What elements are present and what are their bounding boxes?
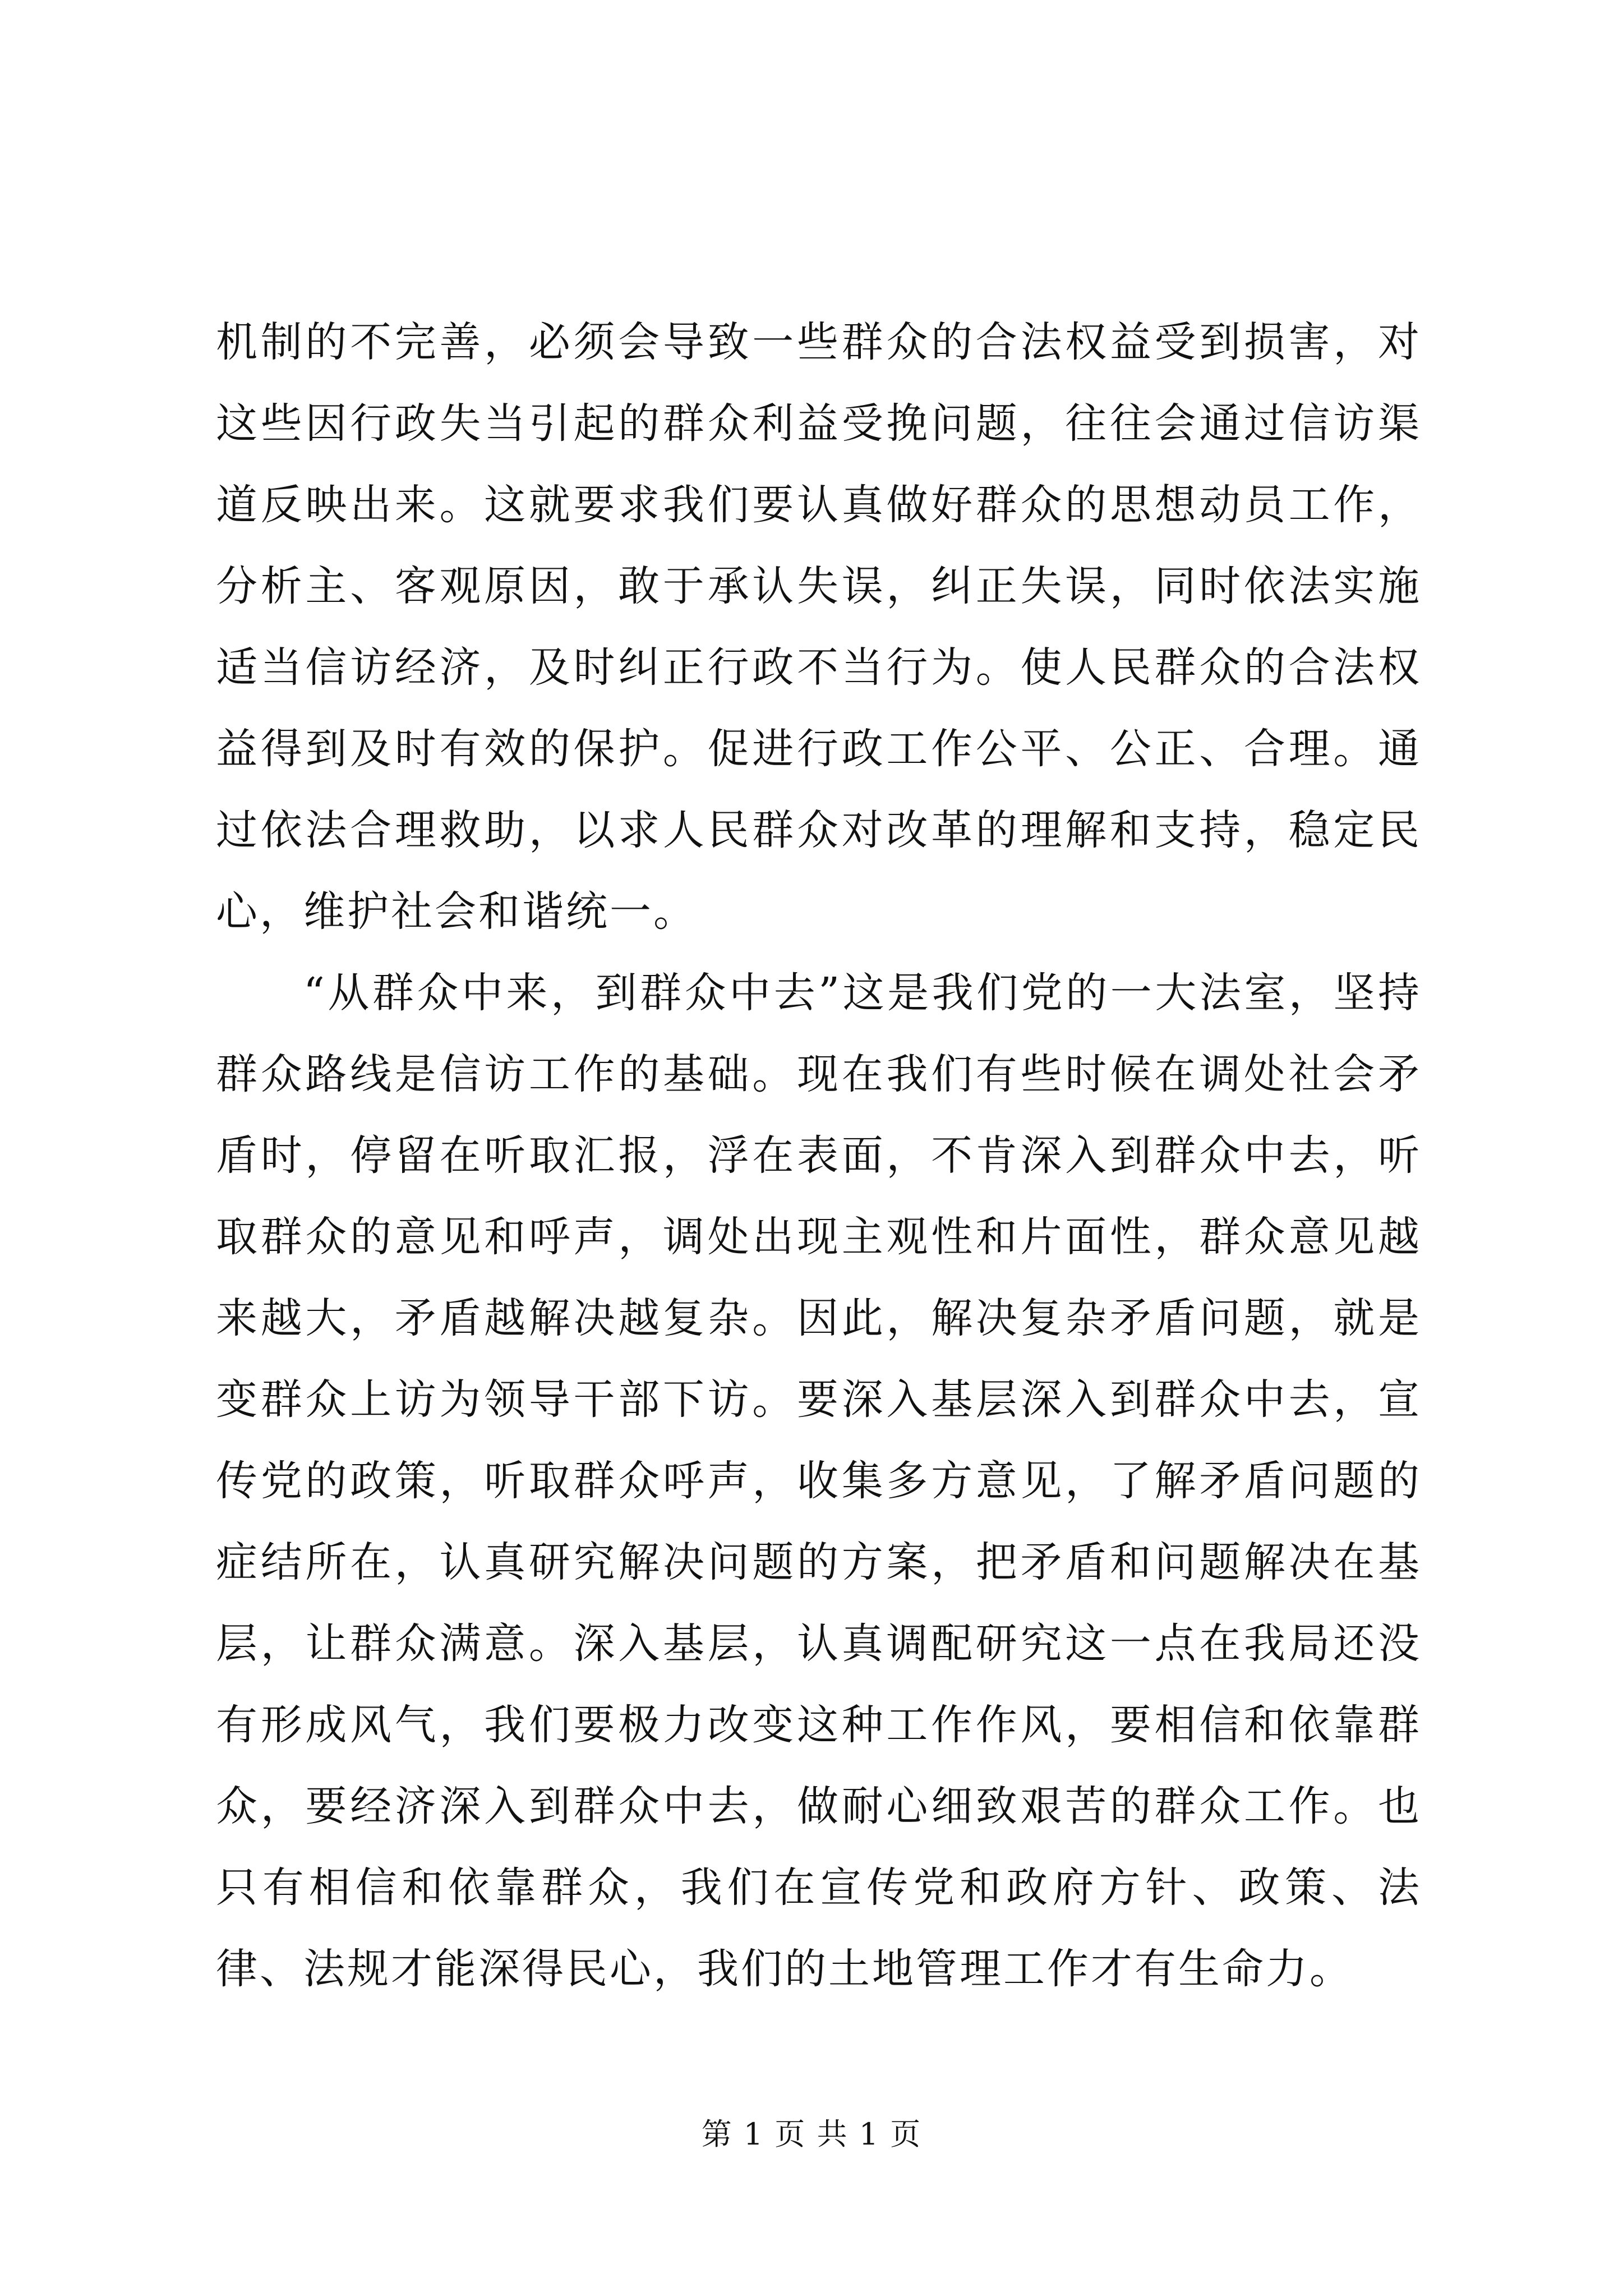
- paragraph-continuation: 机制的不完善，必须会导致一些群众的合法权益受到损害，对这些因行政失当引起的群众利益受挽问题，往往会通过信访渠道反映出来。这就要求我们要认真做好群众的思想动员工作，分析主、客观原因，敢于承认失误，纠正失误，同时依法实施适当信访经济，及时纠正行政不当行为。使人民群众的合法权益得到及时有效的保护。促进行政工作公平、公正、合理。通过依法合理救助，以求人民群众对改革的理解和支持，稳定民心，维护社会和谐统一。: [216, 318, 1422, 936]
- paragraph-mass-line: “从群众中来，到群众中去”这是我们党的一大法室，坚持群众路线是信访工作的基础。现在我们有些时候在调处社会矛盾时，停留在听取汇报，浮在表面，不肯深入到群众中去，听取群众的意见和呼声，调处出现主观性和片面性，群众意见越来越大，矛盾越解决越复杂。因此，解决复杂矛盾问题，就是变群众上访为领导干部下访。要深入基层深入到群众中去，宣传党的政策，听取群众呼声，收集多方意见，了解矛盾问题的症结所在，认真研究解决问题的方案，把矛盾和问题解决在基层，让群众满意。深入基层，认真调配研究这一点在我局还没有形成风气，我们要极力改变这种工作作风，要相信和依靠群众，要经济深入到群众中去，做耐心细致艰苦的群众工作。也只有相信和依靠群众，我们在宣传党和政府方针、政策、法律、法规才能深得民心，我们的土地管理工作才有生命力。: [216, 969, 1422, 1993]
- page-footer: 第 1 页 共 1 页: [701, 2116, 922, 2152]
- document-body: [216, 302, 1422, 2010]
